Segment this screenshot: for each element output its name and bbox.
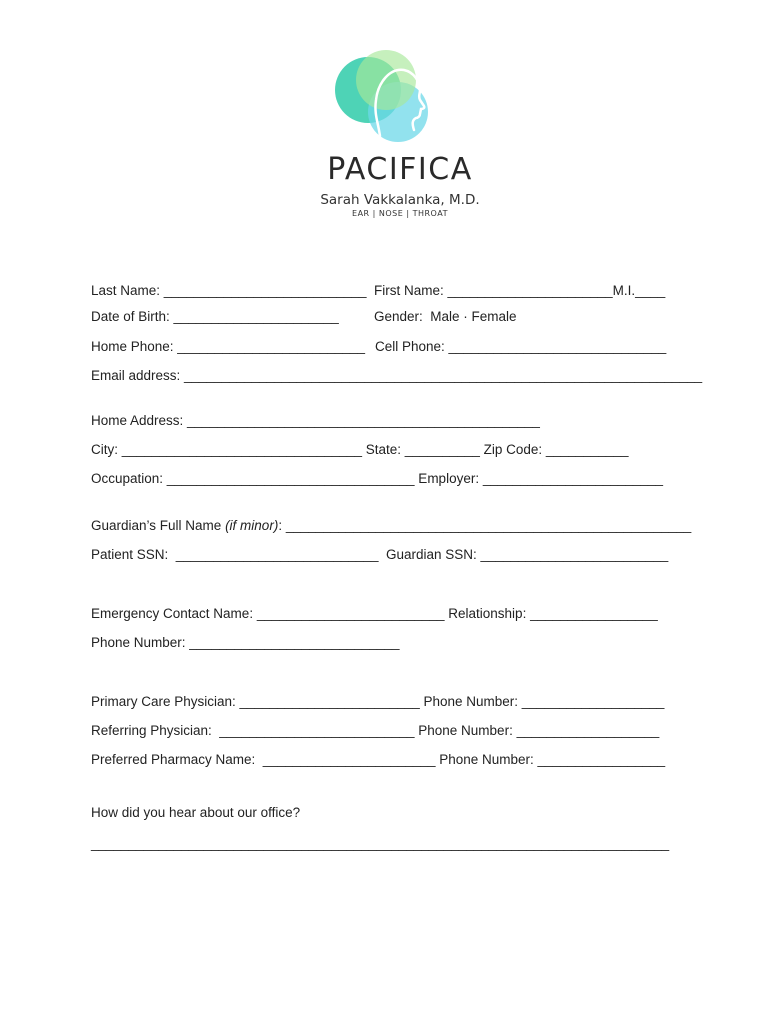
pharmacy-field[interactable]: Preferred Pharmacy Name: _______________________ Phone Number: _________________ (91, 752, 666, 767)
first-name-field[interactable]: First Name: ______________________M.I.____ (374, 283, 666, 298)
doctor-name: Sarah Vakkalanka, M.D. (320, 192, 480, 208)
clinic-logo (0, 0, 770, 240)
ssn-field[interactable]: Patient SSN: ___________________________ Guardian SSN: _________________________ (91, 547, 669, 562)
emergency-phone-field[interactable]: Phone Number: ____________________________ (91, 635, 400, 650)
gender-field[interactable]: Gender: Male · Female (374, 309, 517, 324)
hear-about-question: How did you hear about our office? (91, 805, 301, 820)
cell-phone-field[interactable]: Cell Phone: _____________________________ (375, 339, 667, 354)
primary-care-field[interactable]: Primary Care Physician: ________________________ Phone Number: ___________________ (91, 694, 665, 709)
referring-physician-field[interactable]: Referring Physician: __________________________ Phone Number: ___________________ (91, 723, 660, 738)
home-address-field[interactable]: Home Address: _______________________________________________ (91, 413, 540, 428)
occupation-employer-field[interactable]: Occupation: _________________________________ Employer: ________________________ (91, 471, 664, 486)
hear-about-answer-line[interactable]: _____________________________________________________________________________ (91, 836, 670, 851)
home-phone-field[interactable]: Home Phone: _________________________ (91, 339, 366, 354)
emergency-contact-field[interactable]: Emergency Contact Name: _________________________ Relationship: _________________ (91, 606, 658, 621)
guardian-name-line: : ______________________________________________________ (278, 518, 692, 533)
head-profile-circles-icon (328, 48, 440, 144)
guardian-name-field[interactable] (91, 518, 691, 534)
email-field[interactable]: Email address: _____________________________________________________________________ (91, 368, 703, 383)
city-state-zip-field[interactable]: City: ________________________________ State: __________ Zip Code: ___________ (91, 442, 629, 457)
guardian-name-label: Guardian’s Full Name (91, 518, 226, 533)
last-name-field[interactable]: Last Name: ___________________________ (91, 283, 367, 298)
dob-field[interactable]: Date of Birth: ______________________ (91, 309, 339, 324)
specialty-line: EAR | NOSE | THROAT (352, 209, 448, 218)
guardian-name-note: (if minor) (225, 518, 279, 533)
brand-name: PACIFICA (327, 152, 473, 187)
